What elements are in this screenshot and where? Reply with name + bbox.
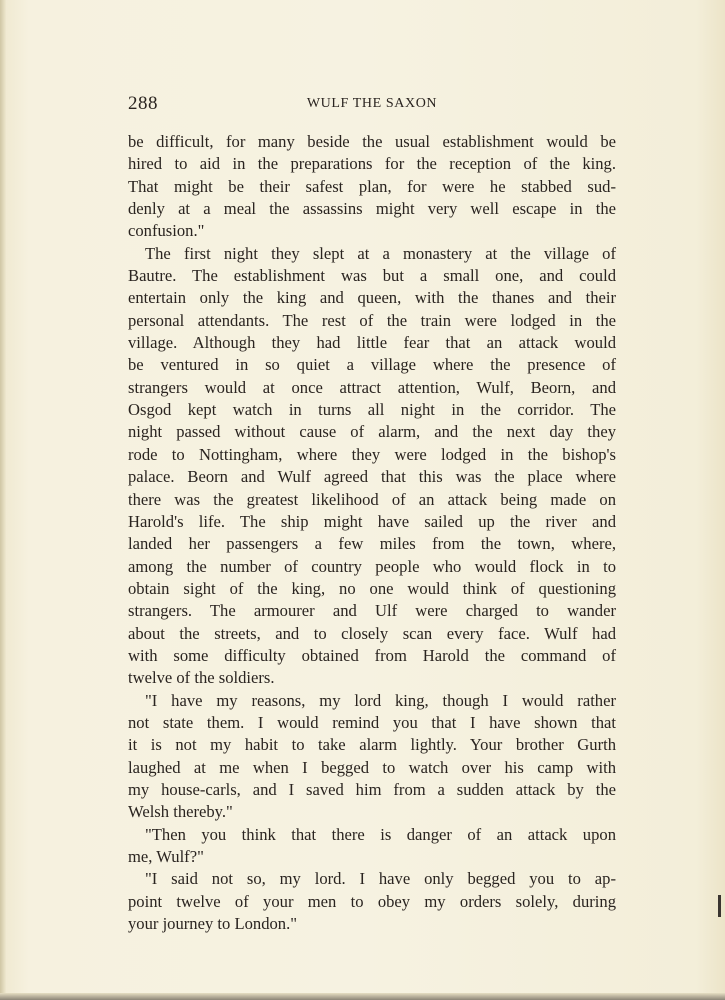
text-line: That might be their safest plan, for were he stabbed sud- [128, 176, 616, 196]
text-line: twelve of the soldiers. [128, 668, 275, 688]
text-line: strangers would at once attract attention, Wulf, Beorn, and [128, 377, 616, 397]
text-line: point twelve of your men to obey my orders solely, during [128, 891, 616, 911]
text-line: it is not my habit to take alarm lightly. Your brother Gurth [128, 735, 616, 755]
text-line: with some difficulty obtained from Harold the command of [128, 645, 616, 665]
text-line: hired to aid in the preparations for the reception of the king. [128, 154, 616, 174]
text-line: confusion." [128, 221, 205, 241]
page-binding-shadow [0, 0, 6, 1000]
text-line: entertain only the king and queen, with the thanes and their [128, 288, 616, 308]
text-line: "Then you think that there is danger of an attack upon [145, 824, 616, 844]
text-line: personal attendants. The rest of the train were lodged in the [128, 310, 616, 330]
text-line: "I have my reasons, my lord king, though I would rather [145, 690, 616, 710]
text-line: palace. Beorn and Wulf agreed that this was the place where [128, 467, 616, 487]
text-line: there was the greatest likelihood of an attack being made on [128, 489, 616, 509]
running-title: WULF THE SAXON [306, 96, 438, 111]
page-number: 288 [128, 93, 158, 114]
body-text [128, 131, 616, 935]
text-line: strangers. The armourer and Ulf were charged to wander [128, 601, 616, 621]
text-line: not state them. I would remind you that I have shown that [128, 712, 616, 732]
text-line: denly at a meal the assassins might very well escape in the [128, 199, 616, 219]
text-line: obtain sight of the king, no one would think of questioning [128, 578, 616, 598]
text-line: laughed at me when I begged to watch over his camp with [128, 757, 616, 777]
text-line: among the number of country people who would flock in to [128, 556, 616, 576]
text-line: my house-carls, and I saved him from a sudden attack by the [128, 779, 616, 799]
text-line: Bautre. The establishment was but a small one, and could [128, 266, 616, 286]
page-edge-mark [718, 895, 721, 917]
page-bottom-edge [0, 993, 725, 1000]
text-line: me, Wulf?" [128, 847, 204, 866]
text-line: about the streets, and to closely scan every face. Wulf had [128, 623, 616, 643]
text-line: Welsh thereby." [128, 802, 233, 822]
text-line: your journey to London." [128, 914, 298, 934]
text-line: night passed without cause of alarm, and the next day they [128, 422, 616, 442]
text-line: The first night they slept at a monastery at the village of [145, 243, 616, 263]
text-line: rode to Nottingham, where they were lodged in the bishop's [128, 444, 616, 464]
text-line: Harold's life. The ship might have sailed up the river and [128, 511, 616, 531]
text-line: village. Although they had little fear that an attack would [128, 333, 616, 353]
text-line: be difficult, for many beside the usual establishment would be [128, 132, 616, 151]
text-line: Osgod kept watch in turns all night in the corridor. The [128, 400, 616, 420]
text-line: be ventured in so quiet a village where the presence of [128, 355, 616, 375]
text-line: landed her passengers a few miles from the town, where, [128, 534, 616, 554]
page-header [128, 93, 616, 115]
text-line: "I said not so, my lord. I have only begged you to ap- [145, 869, 616, 889]
